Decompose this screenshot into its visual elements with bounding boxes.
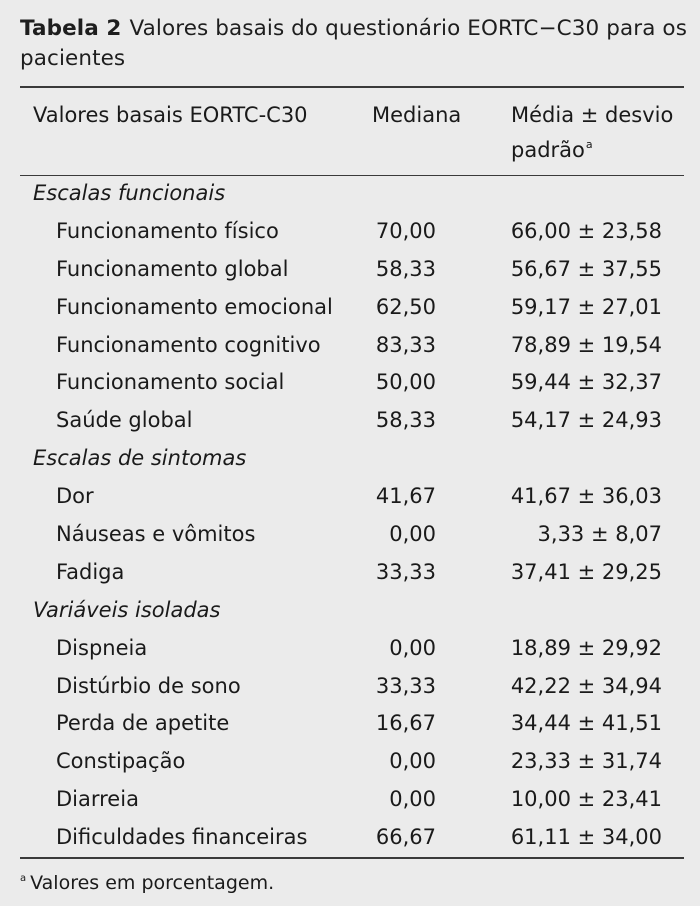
table-row: [0, 780, 700, 818]
row-median: 0,00: [389, 787, 436, 812]
row-label: Diarreia: [56, 787, 139, 812]
section-title: Escalas de sintomas: [33, 446, 247, 471]
row-median: 33,33: [375, 673, 436, 698]
table-row: [0, 515, 700, 553]
row-label: Dispneia: [56, 635, 148, 660]
row-label: Funcionamento global: [56, 256, 289, 281]
header-footnote-marker: a: [585, 138, 593, 151]
row-label: Náuseas e vômitos: [56, 522, 256, 547]
table-label: Tabela 2: [20, 16, 122, 41]
header-col-valores: Valores basais EORTC-C30: [33, 103, 308, 127]
row-label: Perda de apetite: [56, 711, 230, 736]
table-row: [0, 704, 700, 742]
table-footnote: [20, 866, 274, 896]
row-mean-sd: 56,67 ± 37,55: [510, 256, 662, 281]
row-mean-sd: 54,17 ± 24,93: [510, 408, 662, 433]
table-top-rule: [20, 86, 684, 88]
row-mean-sd: 18,89 ± 29,92: [510, 635, 662, 660]
row-median: 41,67: [375, 484, 436, 509]
row-mean-sd: 78,89 ± 19,54: [510, 332, 662, 357]
row-mean-sd: 37,41 ± 29,25: [510, 559, 662, 584]
row-median: 0,00: [389, 749, 436, 774]
row-mean-sd: 59,44 ± 32,37: [510, 370, 662, 395]
table-row: [0, 212, 700, 250]
row-mean-sd: 59,17 ± 27,01: [510, 294, 662, 319]
table-body: [0, 174, 700, 856]
row-label: Funcionamento social: [56, 370, 285, 395]
row-median: 0,00: [389, 522, 436, 547]
table-bottom-rule: [20, 857, 684, 859]
row-median: 58,33: [375, 256, 436, 281]
row-median: 50,00: [375, 370, 436, 395]
footnote-text: Valores em porcentagem.: [30, 872, 275, 894]
row-mean-sd: 42,22 ± 34,94: [510, 673, 662, 698]
row-median: 83,33: [375, 332, 436, 357]
row-mean-sd: 23,33 ± 31,74: [510, 749, 662, 774]
row-median: 33,33: [375, 559, 436, 584]
table-row: [0, 553, 700, 591]
row-mean-sd: 66,00 ± 23,58: [510, 218, 662, 243]
row-label: Fadiga: [56, 559, 125, 584]
table-row: [0, 477, 700, 515]
table-row: [0, 363, 700, 401]
table-row: [0, 326, 700, 364]
header-col-mediana: Mediana: [372, 103, 462, 127]
row-mean-sd: 61,11 ± 34,00: [510, 825, 662, 850]
row-mean-sd: 34,44 ± 41,51: [510, 711, 662, 736]
table-row: [0, 629, 700, 667]
table-row: [0, 818, 700, 856]
section-title: Variáveis isoladas: [33, 597, 221, 622]
row-label: Distúrbio de sono: [56, 673, 241, 698]
row-label: Funcionamento físico: [56, 218, 279, 243]
table-caption-text: Valores basais do questionário EORTC−C30 para os pacientes: [20, 16, 687, 71]
table-row: [0, 401, 700, 439]
row-label: Saúde global: [56, 408, 193, 433]
section-row: [0, 591, 700, 629]
row-label: Constipação: [56, 749, 186, 774]
row-median: 66,67: [375, 825, 436, 850]
row-label: Funcionamento cognitivo: [56, 332, 321, 357]
table-row: [0, 667, 700, 705]
row-median: 62,50: [375, 294, 436, 319]
row-mean-sd: 3,33 ± 8,07: [537, 522, 662, 547]
header-col-media-text: Média ± desvio padrão: [511, 103, 674, 162]
footnote-marker: a: [20, 873, 27, 884]
table-row: [0, 288, 700, 326]
section-row: [0, 174, 700, 212]
row-median: 16,67: [375, 711, 436, 736]
row-median: 58,33: [375, 408, 436, 433]
table-caption: [20, 14, 690, 74]
row-label: Dificuldades financeiras: [56, 825, 308, 850]
row-label: Dor: [56, 484, 94, 509]
section-row: [0, 439, 700, 477]
table-row: [0, 742, 700, 780]
header-col-media: [511, 100, 700, 165]
row-label: Funcionamento emocional: [56, 294, 333, 319]
row-mean-sd: 41,67 ± 36,03: [510, 484, 662, 509]
section-title: Escalas funcionais: [33, 181, 226, 205]
row-median: 0,00: [389, 635, 436, 660]
row-median: 70,00: [375, 218, 436, 243]
row-mean-sd: 10,00 ± 23,41: [510, 787, 662, 812]
table-row: [0, 250, 700, 288]
